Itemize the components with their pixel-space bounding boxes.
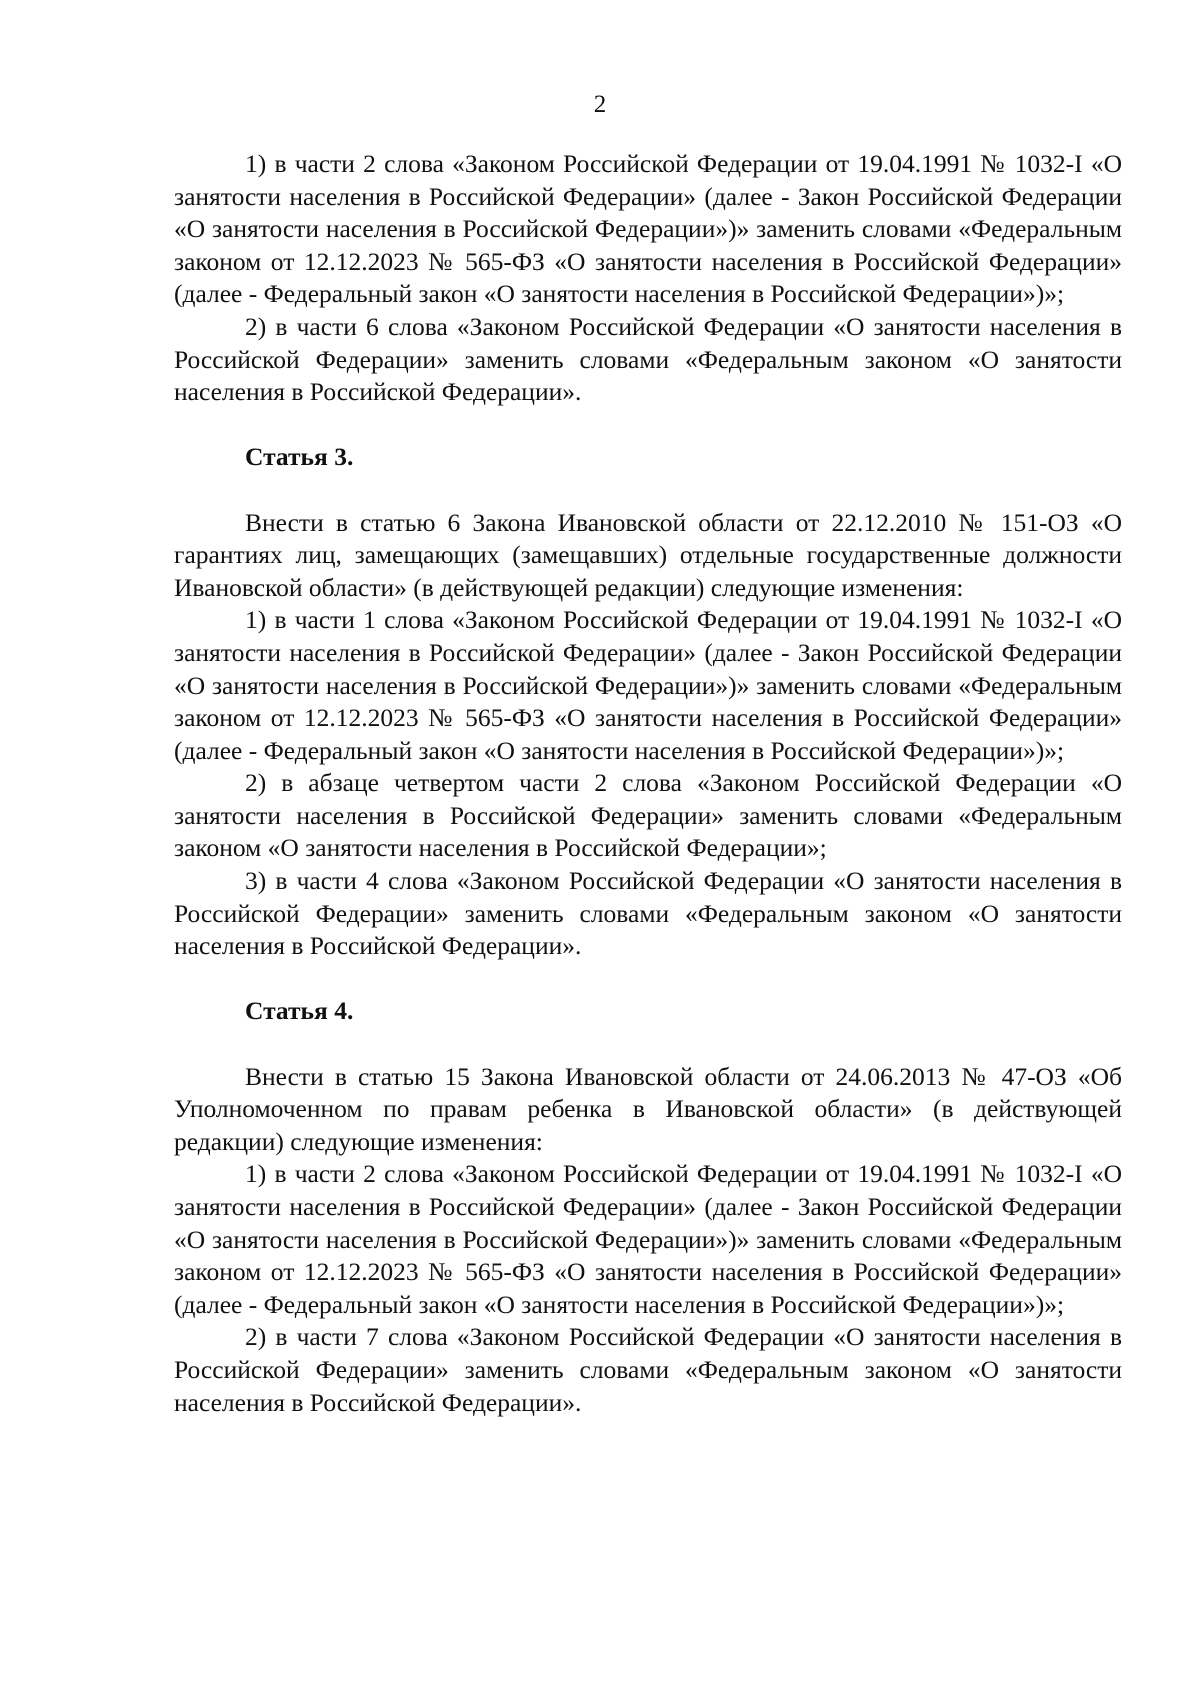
article4-intro: Внести в статью 15 Закона Ивановской области от 24.06.2013 № 47-ОЗ «Об Уполномоченном по правам ребенка в Ивановской области» (в действующей редакции) следующие изменения: xyxy=(174,1061,1122,1156)
article2-item-1: 1) в части 2 слова «Законом Российской Федерации от 19.04.1991 № 1032-I «О занятости населения в Российской Федерации» (далее - Закон Российской Федерации «О занятости населения в Российской Федерации»)» заменить словами «Федеральным законом от 12.12.2023 № 565-ФЗ «О занятости населения в Российской Федерации» (далее - Федеральный закон «О занятости населения в Российской Федерации»)»; xyxy=(174,149,1122,309)
page-number: 2 xyxy=(593,91,607,118)
document-body xyxy=(174,148,1122,1419)
article3-intro: Внести в статью 6 Закона Ивановской области от 22.12.2010 № 151-ОЗ «О гарантиях лиц, замещающих (замещавших) отдельные государственные должности Ивановской области» (в действующей редакции) следующие изменения: xyxy=(174,507,1122,602)
article3-item-2: 2) в абзаце четвертом части 2 слова «Законом Российской Федерации «О занятости населения в Российской Федерации» заменить словами «Федеральным законом «О занятости населения в Российской Федерации»; xyxy=(174,768,1122,863)
article4-item-2: 2) в части 7 слова «Законом Российской Федерации «О занятости населения в Российской Федерации» заменить словами «Федеральным законом «О занятости населения в Российской Федерации». xyxy=(174,1322,1122,1417)
article2-item-2: 2) в части 6 слова «Законом Российской Федерации «О занятости населения в Российской Федерации» заменить словами «Федеральным законом «О занятости населения в Российской Федерации». xyxy=(174,311,1122,407)
article-3-heading: Статья 3. xyxy=(245,442,354,472)
article4-item-1: 1) в части 2 слова «Законом Российской Федерации от 19.04.1991 № 1032-I «О занятости населения в Российской Федерации» (далее - Закон Российской Федерации «О занятости населения в Российской Федерации»)» заменить словами «Федеральным законом от 12.12.2023 № 565-ФЗ «О занятости населения в Российской Федерации» (далее - Федеральный закон «О занятости населения в Российской Федерации»)»; xyxy=(174,1159,1122,1319)
article3-item-3: 3) в части 4 слова «Законом Российской Федерации «О занятости населения в Российской Федерации» заменить словами «Федеральным законом «О занятости населения в Российской Федерации». xyxy=(174,866,1122,961)
article3-item-1: 1) в части 1 слова «Законом Российской Федерации от 19.04.1991 № 1032-I «О занятости населения в Российской Федерации» (далее - Закон Российской Федерации «О занятости населения в Российской Федерации»)» заменить словами «Федеральным законом от 12.12.2023 № 565-ФЗ «О занятости населения в Российской Федерации» (далее - Федеральный закон «О занятости населения в Российской Федерации»)»; xyxy=(174,605,1122,765)
article-4-heading: Статья 4. xyxy=(245,996,354,1026)
